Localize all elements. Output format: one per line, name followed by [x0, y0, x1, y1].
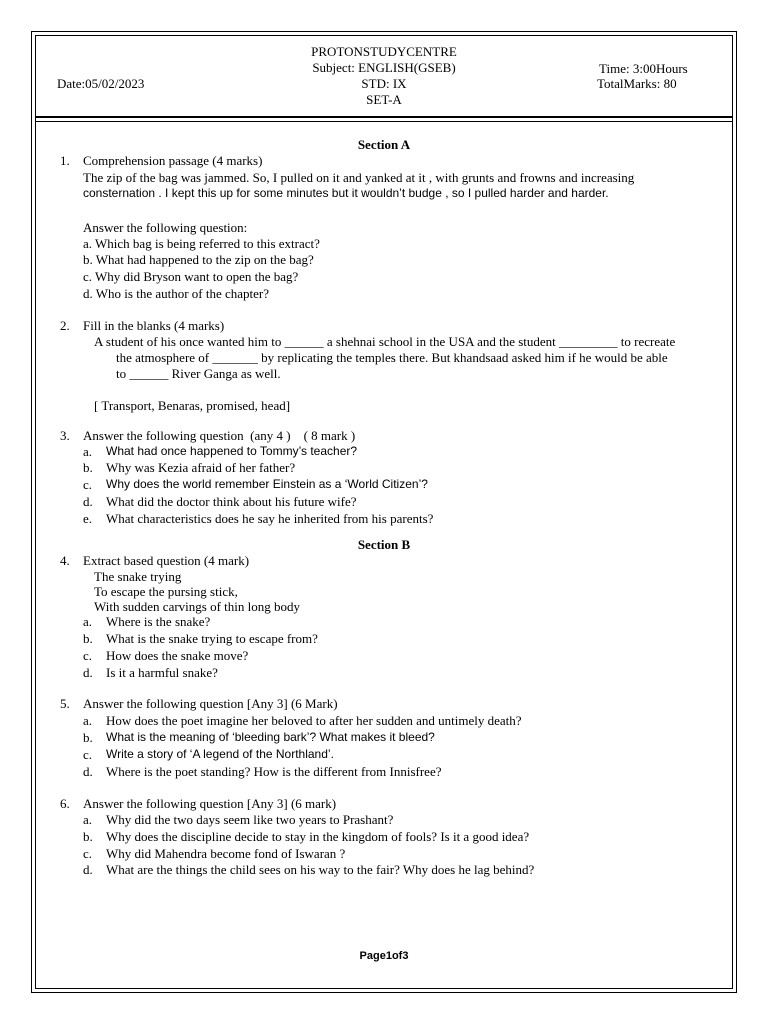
- q5-title: Answer the following question [Any 3] (6 Mark): [83, 696, 338, 711]
- q2-line1: A student of his once wanted him to ______ a shehnai school in the USA and the student _________ to recreate: [94, 334, 676, 349]
- q6-title: Answer the following question [Any 3] (6 mark): [83, 796, 337, 811]
- q3-letter-e: e.: [83, 511, 93, 526]
- q6-item-c: Why did Mahendra become fond of Iswaran ?: [106, 846, 346, 861]
- q3-item-c: Why does the world remember Einstein as a ‘World Citizen’?: [106, 477, 428, 491]
- q5-item-a: How does the poet imagine her beloved to after her sudden and untimely death?: [106, 713, 522, 728]
- q6-item-a: Why did the two days seem like two years to Prashant?: [106, 812, 394, 827]
- q4-number: 4.: [60, 553, 70, 568]
- q4-title: Extract based question (4 mark): [83, 553, 250, 568]
- q3-item-e: What characteristics does he say he inherited from his parents?: [106, 511, 434, 526]
- q1-instruction: Answer the following question:: [83, 220, 248, 235]
- q6-number: 6.: [60, 796, 70, 811]
- q1-item-d: d. Who is the author of the chapter?: [83, 286, 270, 301]
- q4-item-c: How does the snake move?: [106, 648, 249, 663]
- q4-poem-line1: The snake trying: [94, 569, 182, 584]
- q5-item-c: Write a story of ‘A legend of the Northland’.: [106, 747, 334, 761]
- subject-line: Subject: ENGLISH(GSEB): [312, 60, 456, 75]
- q6-letter-b: b.: [83, 829, 93, 844]
- q5-letter-b: b.: [83, 730, 93, 745]
- q1-passage-line1: The zip of the bag was jammed. So, I pulled on it and yanked at it , with grunts and frowns and increasing: [83, 170, 635, 185]
- q6-letter-c: c.: [83, 846, 93, 861]
- q4-letter-c: c.: [83, 648, 93, 663]
- q5-item-d: Where is the poet standing? How is the different from Innisfree?: [106, 764, 442, 779]
- q1-title: Comprehension passage (4 marks): [83, 153, 263, 168]
- header-divider-top: [36, 116, 732, 118]
- q3-letter-c: c.: [83, 477, 93, 492]
- q3-title: Answer the following question (any 4 ) ( 8 mark ): [83, 428, 356, 443]
- q3-letter-b: b.: [83, 460, 93, 475]
- section-a-title: Section A: [357, 137, 411, 152]
- q2-line3: to ______ River Ganga as well.: [116, 366, 281, 381]
- q2-number: 2.: [60, 318, 70, 333]
- q3-item-b: Why was Kezia afraid of her father?: [106, 460, 296, 475]
- q4-poem-line3: With sudden carvings of thin long body: [94, 599, 301, 614]
- q1-item-c: c. Why did Bryson want to open the bag?: [83, 269, 299, 284]
- q6-letter-a: a.: [83, 812, 93, 827]
- q5-letter-a: a.: [83, 713, 93, 728]
- section-b-title: Section B: [357, 537, 411, 552]
- q1-passage-line2: consternation . I kept this up for some minutes but it wouldn’t budge , so I pulled harder and harder.: [83, 186, 609, 200]
- institute-name: PROTONSTUDYCENTRE: [311, 44, 457, 59]
- q3-number: 3.: [60, 428, 70, 443]
- q5-letter-c: c.: [83, 747, 93, 762]
- exam-date: Date:05/02/2023: [57, 76, 145, 91]
- q6-item-b: Why does the discipline decide to stay in the kingdom of fools? Is it a good idea?: [106, 829, 530, 844]
- exam-time: Time: 3:00Hours: [599, 61, 688, 76]
- q3-item-a: What had once happened to Tommy’s teacher?: [106, 444, 358, 458]
- std-line: STD: IX: [361, 76, 407, 91]
- q5-letter-d: d.: [83, 764, 93, 779]
- q1-item-b: b. What had happened to the zip on the bag?: [83, 252, 314, 267]
- q4-item-b: What is the snake trying to escape from?: [106, 631, 318, 646]
- q1-item-a: a. Which bag is being referred to this extract?: [83, 236, 320, 251]
- q3-letter-a: a.: [83, 444, 93, 459]
- q4-letter-a: a.: [83, 614, 93, 629]
- q6-letter-d: d.: [83, 862, 93, 877]
- q5-number: 5.: [60, 696, 70, 711]
- q4-letter-d: d.: [83, 665, 93, 680]
- q1-number: 1.: [60, 153, 70, 168]
- q2-options: [ Transport, Benaras, promised, head]: [94, 398, 291, 413]
- header-divider-bottom: [36, 121, 732, 122]
- q2-title: Fill in the blanks (4 marks): [83, 318, 225, 333]
- q4-item-a: Where is the snake?: [106, 614, 211, 629]
- q6-item-d: What are the things the child sees on his way to the fair? Why does he lag behind?: [106, 862, 535, 877]
- q3-letter-d: d.: [83, 494, 93, 509]
- q4-poem-line2: To escape the pursing stick,: [94, 584, 238, 599]
- total-marks: TotalMarks: 80: [597, 76, 677, 91]
- page-number: Page1of3: [359, 950, 409, 962]
- set-line: SET-A: [366, 92, 402, 107]
- q3-item-d: What did the doctor think about his future wife?: [106, 494, 357, 509]
- q4-item-d: Is it a harmful snake?: [106, 665, 218, 680]
- q2-line2: the atmosphere of _______ by replicating the temples there. But khandsaad asked him if he would be able: [116, 350, 668, 365]
- q4-letter-b: b.: [83, 631, 93, 646]
- q5-item-b: What is the meaning of ‘bleeding bark’? What makes it bleed?: [106, 730, 435, 744]
